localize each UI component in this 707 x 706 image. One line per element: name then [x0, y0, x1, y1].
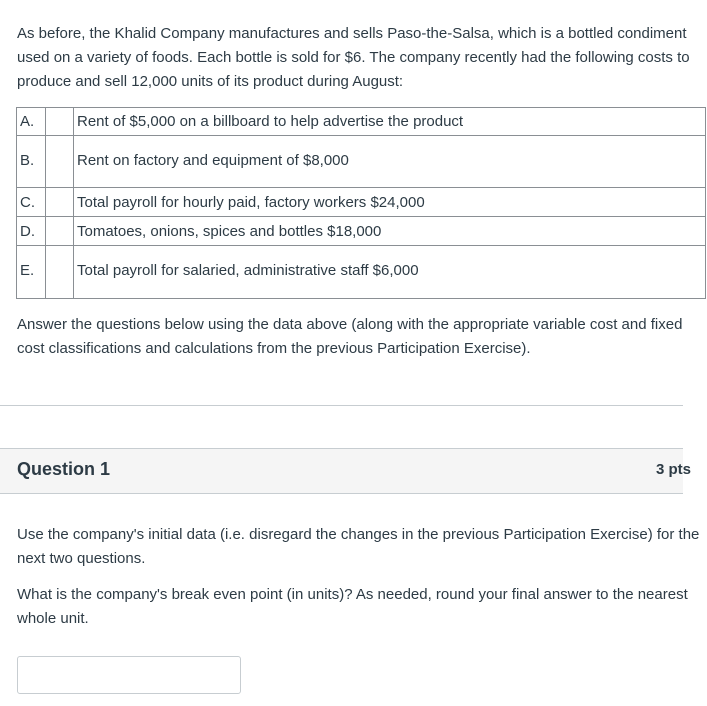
- row-spacer-cell: [46, 108, 74, 136]
- row-spacer-cell: [46, 136, 74, 188]
- row-description: Tomatoes, onions, spices and bottles $18,000: [74, 217, 706, 246]
- table-row: [17, 136, 706, 188]
- table-row: [17, 217, 706, 246]
- row-letter: A.: [17, 108, 46, 136]
- row-letter: D.: [17, 217, 46, 246]
- row-spacer-cell: [46, 217, 74, 246]
- cost-table: [16, 107, 706, 299]
- row-spacer-cell: [46, 188, 74, 217]
- question-title: Question 1: [17, 459, 111, 479]
- row-description: Total payroll for salaried, administrative staff $6,000: [74, 246, 706, 299]
- question-context-text: Use the company's initial data (i.e. disregard the changes in the previous Participation Exercise) for the next two questions.: [17, 526, 700, 567]
- question-header: [0, 448, 692, 494]
- row-description: Rent on factory and equipment of $8,000: [74, 136, 706, 188]
- instructions-text: Answer the questions below using the data above (along with the appropriate variable cost and fixed cost classifications and calculations from the previous Participation Exercise).: [17, 316, 683, 357]
- intro-text: As before, the Khalid Company manufactures and sells Paso-the-Salsa, which is a bottled condiment used on a variety of foods. Each bottle is sold for $6. The company recently had the following costs to produce and sell 12,000 units of its product during August:: [17, 25, 690, 90]
- row-letter: E.: [17, 246, 46, 299]
- row-letter: C.: [17, 188, 46, 217]
- table-row: [17, 246, 706, 299]
- row-letter: B.: [17, 136, 46, 188]
- row-description: Rent of $5,000 on a billboard to help advertise the product: [74, 108, 706, 136]
- section-divider: [0, 405, 683, 406]
- row-description: Total payroll for hourly paid, factory workers $24,000: [74, 188, 706, 217]
- table-row: [17, 108, 706, 136]
- row-spacer-cell: [46, 246, 74, 299]
- question-points: 3 pts: [656, 461, 692, 478]
- table-row: [17, 188, 706, 217]
- question-prompt-text: What is the company's break even point (in units)? As needed, round your final answer to the nearest whole unit.: [17, 586, 688, 627]
- answer-input[interactable]: [17, 656, 241, 694]
